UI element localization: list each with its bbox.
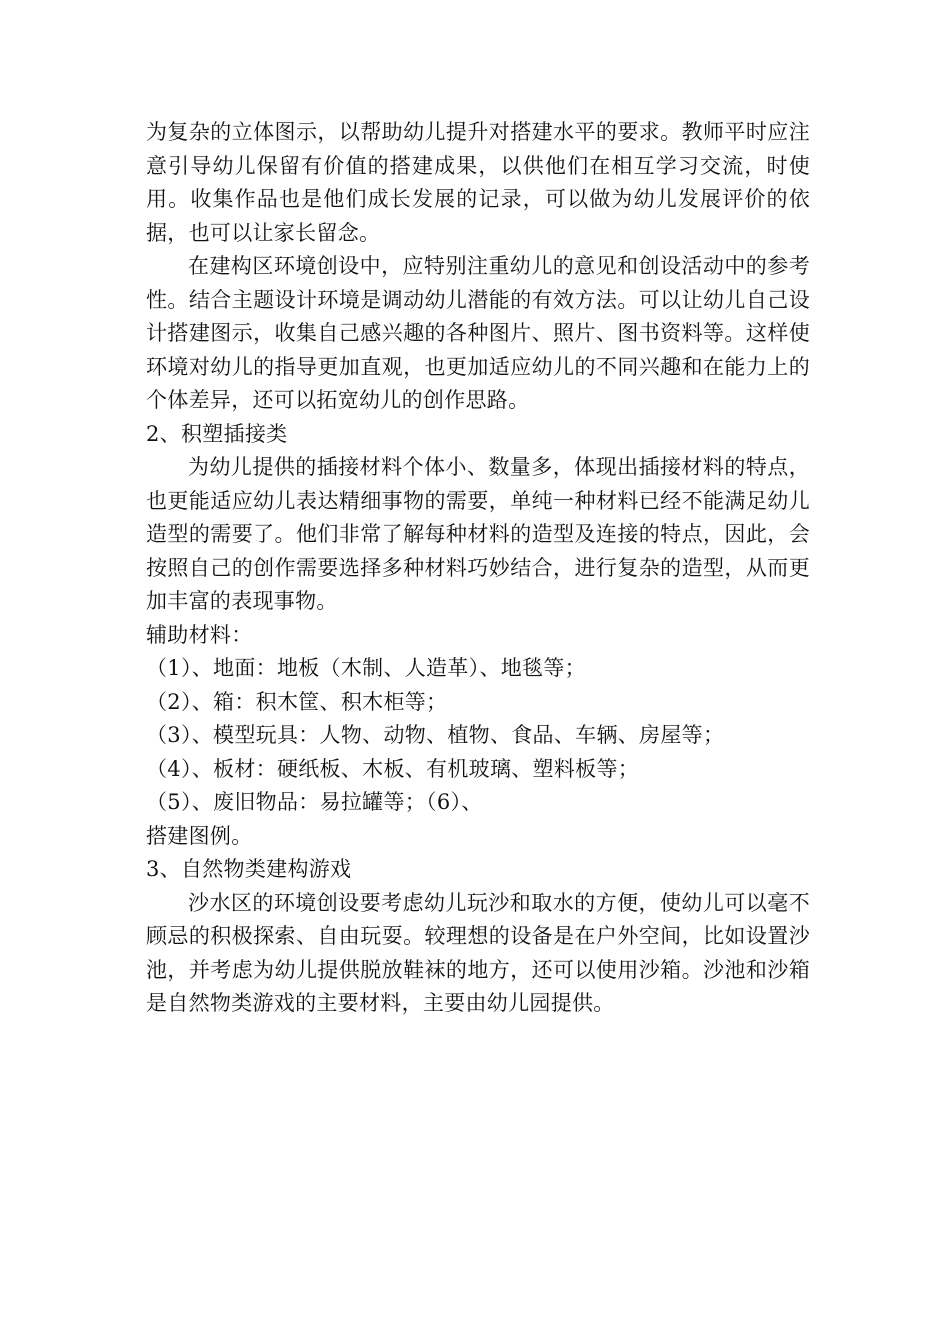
section-heading-natural-materials: 3、自然物类建构游戏 [146, 857, 352, 881]
auxiliary-materials-label: 辅助材料： [146, 622, 253, 647]
list-item-boards: （4）、板材：硬纸板、木板、有机玻璃、塑料板等； [146, 756, 640, 781]
section-heading-plastic-insert: 2、积塑插接类 [146, 421, 288, 446]
paragraph-construction-area: 在建构区环境创设中，应特别注重幼儿的意见和创设活动中的参考性。结合主题设计环境是调动幼儿潜能的有效方法。可以让幼儿自己设计搭建图示，收集自己感兴趣的各种图片、照片、图书资料等。这样使环境对幼儿的指导更加直观，也更加适应幼儿的不同兴趣和在能力上的个体差异，还可以拓宽幼儿的创作思路。 [146, 254, 810, 412]
paragraph-continuation: 为复杂的立体图示，以帮助幼儿提升对搭建水平的要求。教师平时应注意引导幼儿保留有价值的搭建成果，以供他们在相互学习交流，时使用。收集作品也是他们成长发展的记录，可以做为幼儿发展评价的依据，也可以让家长留念。 [146, 120, 810, 245]
list-item-model-toys: （3）、模型玩具：人物、动物、植物、食品、车辆、房屋等； [146, 723, 725, 747]
list-item-box: （2）、箱：积木筐、积木柜等； [146, 689, 448, 714]
list-item-floor: （1）、地面：地板（木制、人造革）、地毯等； [146, 656, 586, 680]
list-item-waste-items: （5）、废旧物品：易拉罐等；（6）、 [146, 790, 483, 814]
paragraph-sand-water-area: 沙水区的环境创设要考虑幼儿玩沙和取水的方便，使幼儿可以毫不顾忌的积极探索、自由玩耍。较理想的设备是在户外空间，比如设置沙池，并考虑为幼儿提供脱放鞋袜的地方，还可以使用沙箱。沙池和沙箱是自然物类游戏的主要材料，主要由幼儿园提供。 [146, 890, 810, 1015]
document-body [146, 116, 810, 1021]
paragraph-insert-materials: 为幼儿提供的插接材料个体小、数量多，体现出插接材料的特点，也更能适应幼儿表达精细事物的需要，单纯一种材料已经不能满足幼儿造型的需要了。他们非常了解每种材料的造型及连接的特点，因此，会按照自己的创作需要选择多种材料巧妙结合，进行复杂的造型，从而更加丰富的表现事物。 [146, 455, 810, 613]
list-item-building-legend: 搭建图例。 [146, 823, 253, 848]
